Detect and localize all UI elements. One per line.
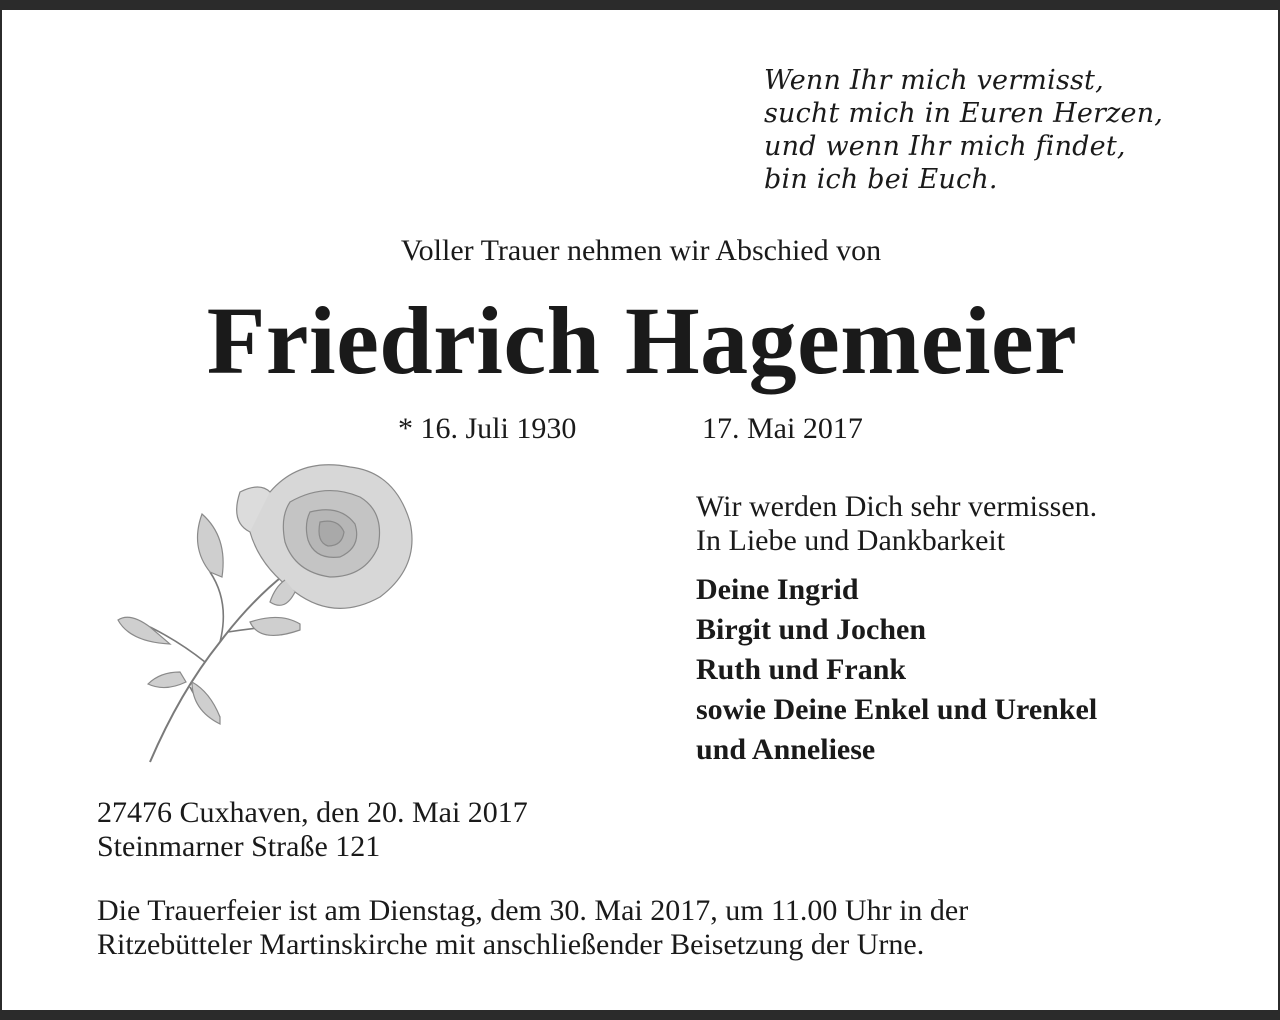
ceremony-line: Die Trauerfeier ist am Dienstag, dem 30. Mai 2017, um 11.00 Uhr in der bbox=[97, 894, 969, 927]
poem-line: sucht mich in Euren Herzen, bbox=[764, 98, 1164, 129]
poem bbox=[764, 64, 1163, 196]
poem-line: bin ich bei Euch. bbox=[764, 164, 998, 195]
rose-illustration bbox=[110, 452, 430, 772]
address-line: 27476 Cuxhaven, den 20. Mai 2017 bbox=[97, 796, 528, 829]
family-member: sowie Deine Enkel und Urenkel bbox=[696, 693, 1098, 726]
intro-text bbox=[2, 234, 1280, 268]
death-date: 17. Mai 2017 bbox=[702, 412, 863, 445]
poem-line: und wenn Ihr mich findet, bbox=[764, 131, 1126, 162]
ceremony-info bbox=[97, 894, 968, 962]
intro-line: Voller Trauer nehmen wir Abschied von bbox=[400, 234, 882, 267]
thanks-line: Wir werden Dich sehr vermissen. bbox=[696, 490, 1098, 523]
address-line: Steinmarner Straße 121 bbox=[97, 830, 381, 863]
deceased-name: Friedrich Hagemeier bbox=[206, 287, 1078, 394]
family-list bbox=[696, 570, 1097, 770]
thanks-text bbox=[696, 490, 1097, 558]
poem-line: Wenn Ihr mich vermisst, bbox=[764, 65, 1104, 96]
ceremony-line: Ritzebütteler Martinskirche mit anschließender Beisetzung der Urne. bbox=[97, 928, 925, 961]
family-member: Deine Ingrid bbox=[696, 573, 859, 606]
address-block bbox=[97, 796, 528, 864]
birth-date: * 16. Juli 1930 bbox=[398, 412, 577, 445]
thanks-line: In Liebe und Dankbarkeit bbox=[696, 524, 1006, 557]
family-member: Birgit und Jochen bbox=[696, 613, 927, 646]
family-member: Ruth und Frank bbox=[696, 653, 907, 686]
family-member: und Anneliese bbox=[696, 733, 876, 766]
